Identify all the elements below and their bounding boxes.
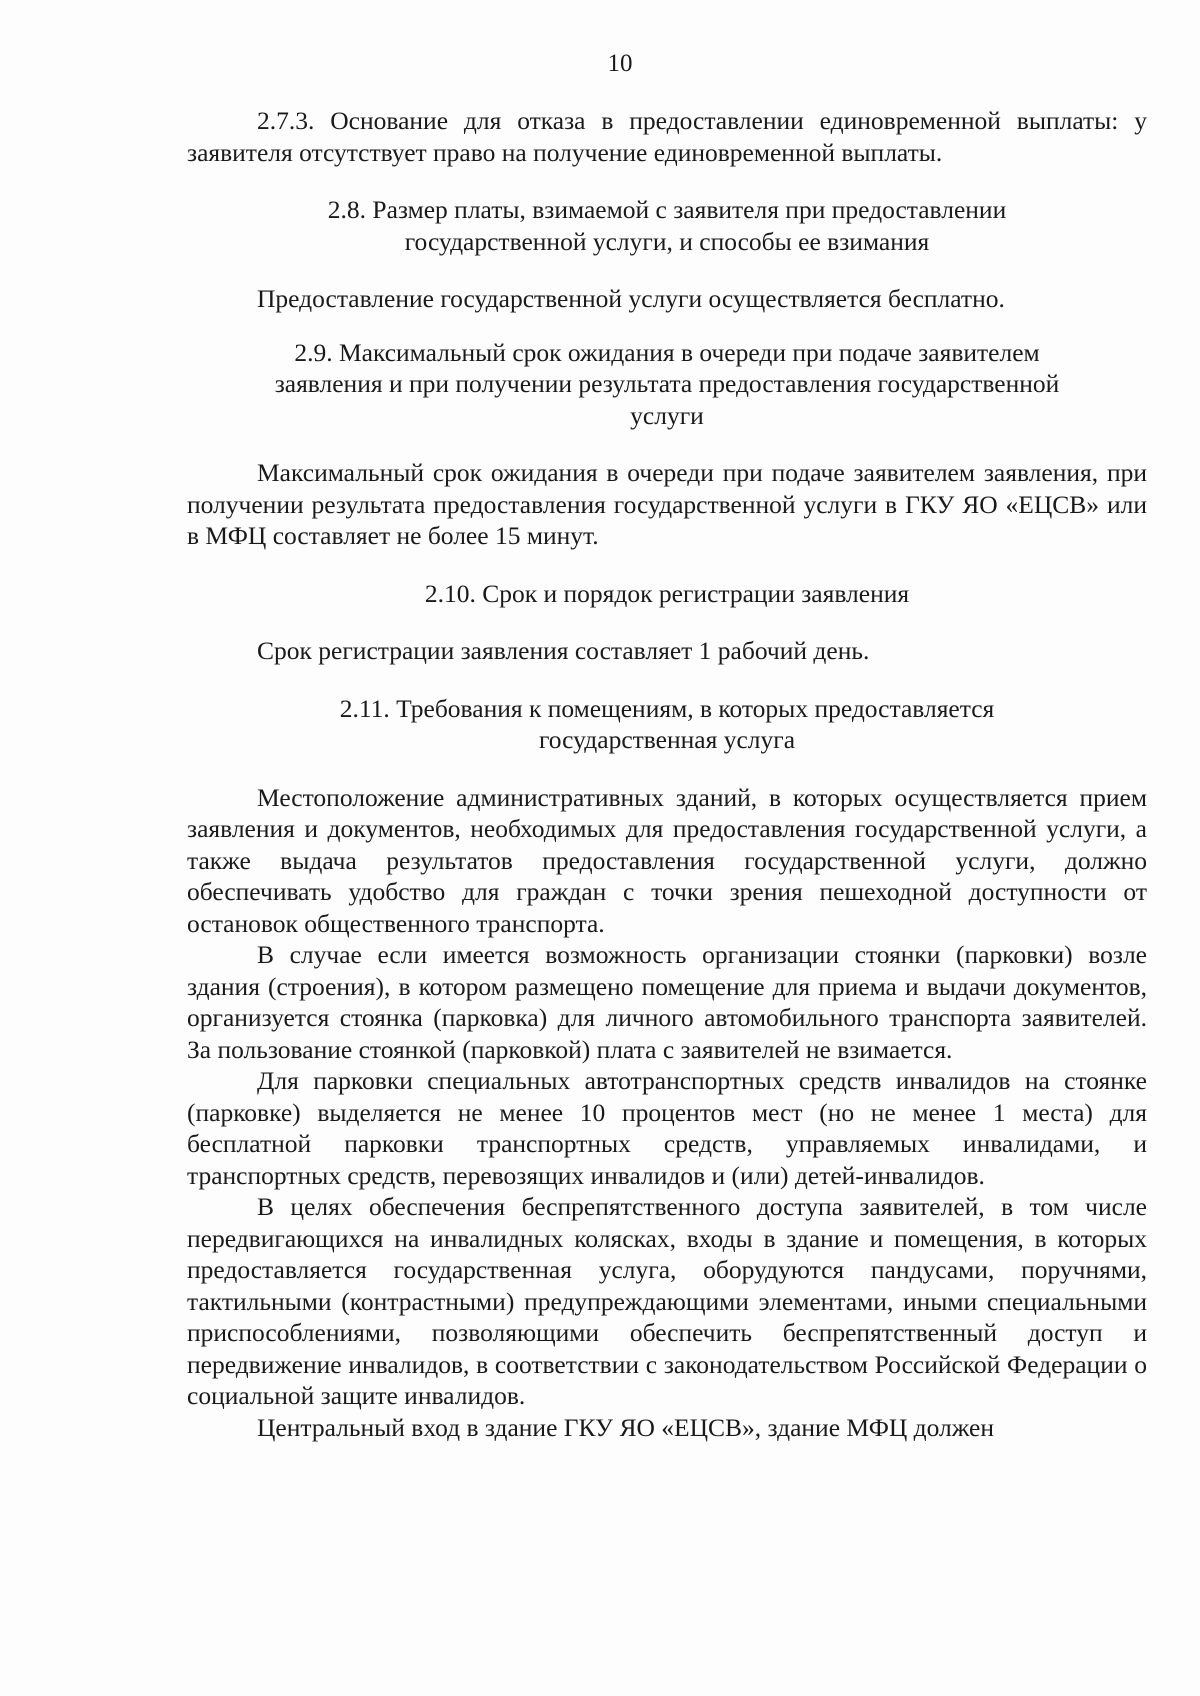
paragraph-2-8: Предоставление государственной услуги осуществляется бесплатно. — [257, 284, 1005, 313]
paragraph-2-10: Срок регистрации заявления составляет 1 рабочий день. — [257, 636, 870, 665]
section-heading-2-9: 2.9. Максимальный срок ожидания в очереди при подаче заявителем заявления и при получении результата предоставления государственной услуги — [274, 337, 1060, 430]
paragraph-2-11-central-entrance: Центральный вход в здание ГКУ ЯО «ЕЦСВ», здание МФЦ должен — [257, 1412, 995, 1442]
paragraph-2-7-3: 2.7.3. Основание для отказа в предоставлении единовременной выплаты: у заявителя отсутствует право на получение единовременной выплаты. — [187, 106, 1147, 167]
section-heading-2-10: 2.10. Срок и порядок регистрации заявления — [424, 578, 910, 608]
section-heading-2-8: 2.8. Размер платы, взимаемой с заявителя при предоставлении государственной услуги, и способы ее взимания — [327, 195, 1007, 256]
page-number: 10 — [607, 50, 633, 77]
paragraph-2-11-disabled-parking: Для парковки специальных автотранспортных средств инвалидов на стоянке (парковке) выделяется не менее 10 процентов мест (но не менее 1 места) для бесплатной парковки транспортных средств, управляемых инвалидами, и транспортных средств, перевозящих инвалидов и (или) детей-инвалидов. — [187, 1066, 1147, 1190]
paragraph-2-11-parking: В случае если имеется возможность организации стоянки (парковки) возле здания (строения), в котором размещено помещение для приема и выдачи документов, организуется стоянка (парковка) для личного автомобильного транспорта заявителей. За пользование стоянкой (парковкой) плата с заявителей не взимается. — [187, 940, 1147, 1064]
paragraph-2-11-accessibility: В целях обеспечения беспрепятственного доступа заявителей, в том числе передвигающихся на инвалидных колясках, входы в здание и помещения, в которых предоставляется государственная услуга, оборудуются пандусами, поручнями, тактильными (контрастными) предупреждающими элементами, иными специальными приспособлениями, позволяющими обеспечить беспрепятственный доступ и передвижение инвалидов, в соответствии с законодательством Российской Федерации о социальной защите инвалидов. — [187, 1192, 1147, 1410]
section-heading-2-11: 2.11. Требования к помещениям, в которых предоставляется государственная услуга — [339, 693, 995, 754]
paragraph-2-11-location: Местоположение административных зданий, в которых осуществляется прием заявления и документов, необходимых для предоставления государственной услуги, а также выдача результатов предоставления государственной услуги, должно обеспечивать удобство для граждан с точки зрения пешеходной доступности от остановок общественного транспорта. — [187, 782, 1147, 938]
paragraph-2-9: Максимальный срок ожидания в очереди при подаче заявителем заявления, при получении результата предоставления государственной услуги в ГКУ ЯО «ЕЦСВ» или в МФЦ составляет не более 15 минут. — [187, 458, 1147, 550]
document-body — [187, 105, 1147, 1443]
